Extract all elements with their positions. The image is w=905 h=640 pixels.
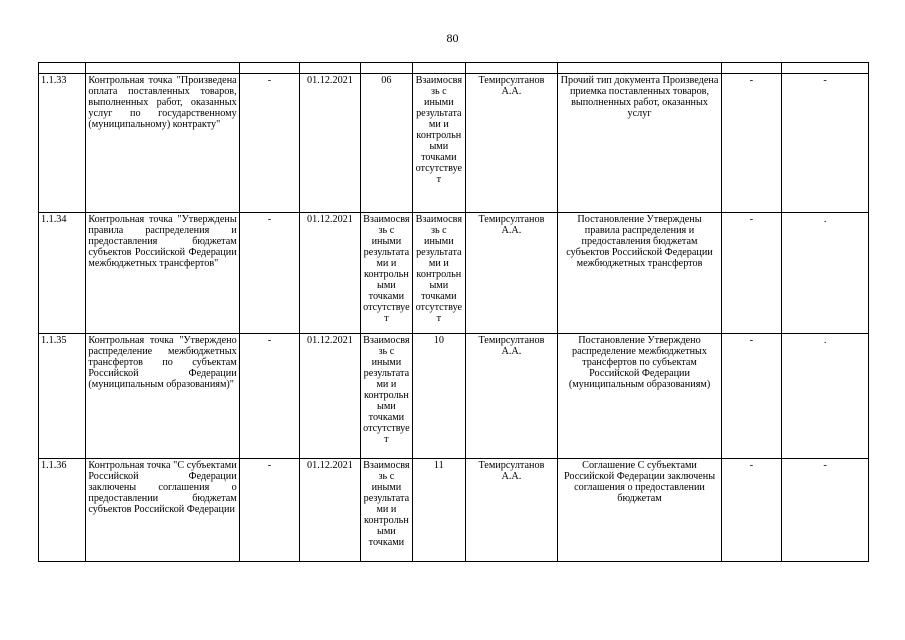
level-control: -: [721, 74, 782, 213]
row-number: 1.1.33: [39, 74, 86, 213]
predecessor: Взаимосвязь с иными результатами и контрольными точками: [360, 459, 412, 562]
base-value: -: [239, 334, 300, 459]
information-system: .: [782, 334, 869, 459]
document-type: Прочий тип документа Произведена приемка поставленных товаров, выполненных работ, оказанных услуг: [558, 74, 721, 213]
responsible: Темирсултанов А.А.: [465, 459, 558, 562]
successor: 11: [413, 459, 465, 562]
control-points-table: [38, 62, 869, 562]
control-point-name: Контрольная точка "Утверждено распределение межбюджетных трансфертов по субъектам Российской Федерации (муниципальным образованиям)": [86, 334, 239, 459]
due-date: 01.12.2021: [300, 459, 361, 562]
information-system: .: [782, 213, 869, 334]
due-date: 01.12.2021: [300, 334, 361, 459]
due-date: 01.12.2021: [300, 213, 361, 334]
control-point-name: Контрольная точка "С субъектами Российской Федерации заключены соглашения о предоставлении бюджетам субъектов Российской Федерации: [86, 459, 239, 562]
table-row: [39, 459, 869, 562]
control-point-name: Контрольная точка "Утверждены правила распределения и предоставления бюджетам субъектов Российской Федерации межбюджетных трансфертов": [86, 213, 239, 334]
responsible: Темирсултанов А.А.: [465, 213, 558, 334]
predecessor: 06: [360, 74, 412, 213]
due-date: 01.12.2021: [300, 74, 361, 213]
information-system: -: [782, 74, 869, 213]
information-system: -: [782, 459, 869, 562]
table-header-spacer-row: [39, 63, 869, 74]
page-number: 80: [446, 31, 459, 45]
base-value: -: [239, 74, 300, 213]
level-control: -: [721, 213, 782, 334]
table-row: [39, 334, 869, 459]
level-control: -: [721, 334, 782, 459]
predecessor: Взаимосвязь с иными результатами и контрольными точками отсутствует: [360, 213, 412, 334]
level-control: -: [721, 459, 782, 562]
responsible: Темирсултанов А.А.: [465, 74, 558, 213]
successor: 10: [413, 334, 465, 459]
control-point-name: Контрольная точка "Произведена оплата поставленных товаров, выполненных работ, оказанных услуг по государственному (муниципальному) контракту": [86, 74, 239, 213]
base-value: -: [239, 459, 300, 562]
base-value: -: [239, 213, 300, 334]
document-type: Постановление Утверждены правила распределения и предоставления бюджетам субъектов Российской Федерации межбюджетных трансфертов: [558, 213, 721, 334]
row-number: 1.1.35: [39, 334, 86, 459]
row-number: 1.1.36: [39, 459, 86, 562]
successor: Взаимосвязь с иными результатами и контрольными точками отсутствует: [413, 74, 465, 213]
document-type: Постановление Утверждено распределение межбюджетных трансфертов по субъектам Российской Федерации (муниципальным образованиям): [558, 334, 721, 459]
document-type: Соглашение С субъектами Российской Федерации заключены соглашения о предоставлении бюджетам: [558, 459, 721, 562]
responsible: Темирсултанов А.А.: [465, 334, 558, 459]
successor: Взаимосвязь с иными результатами и контрольными точками отсутствует: [413, 213, 465, 334]
row-number: 1.1.34: [39, 213, 86, 334]
predecessor: Взаимосвязь с иными результатами и контрольными точками отсутствует: [360, 334, 412, 459]
table-row: [39, 74, 869, 213]
table-row: [39, 213, 869, 334]
